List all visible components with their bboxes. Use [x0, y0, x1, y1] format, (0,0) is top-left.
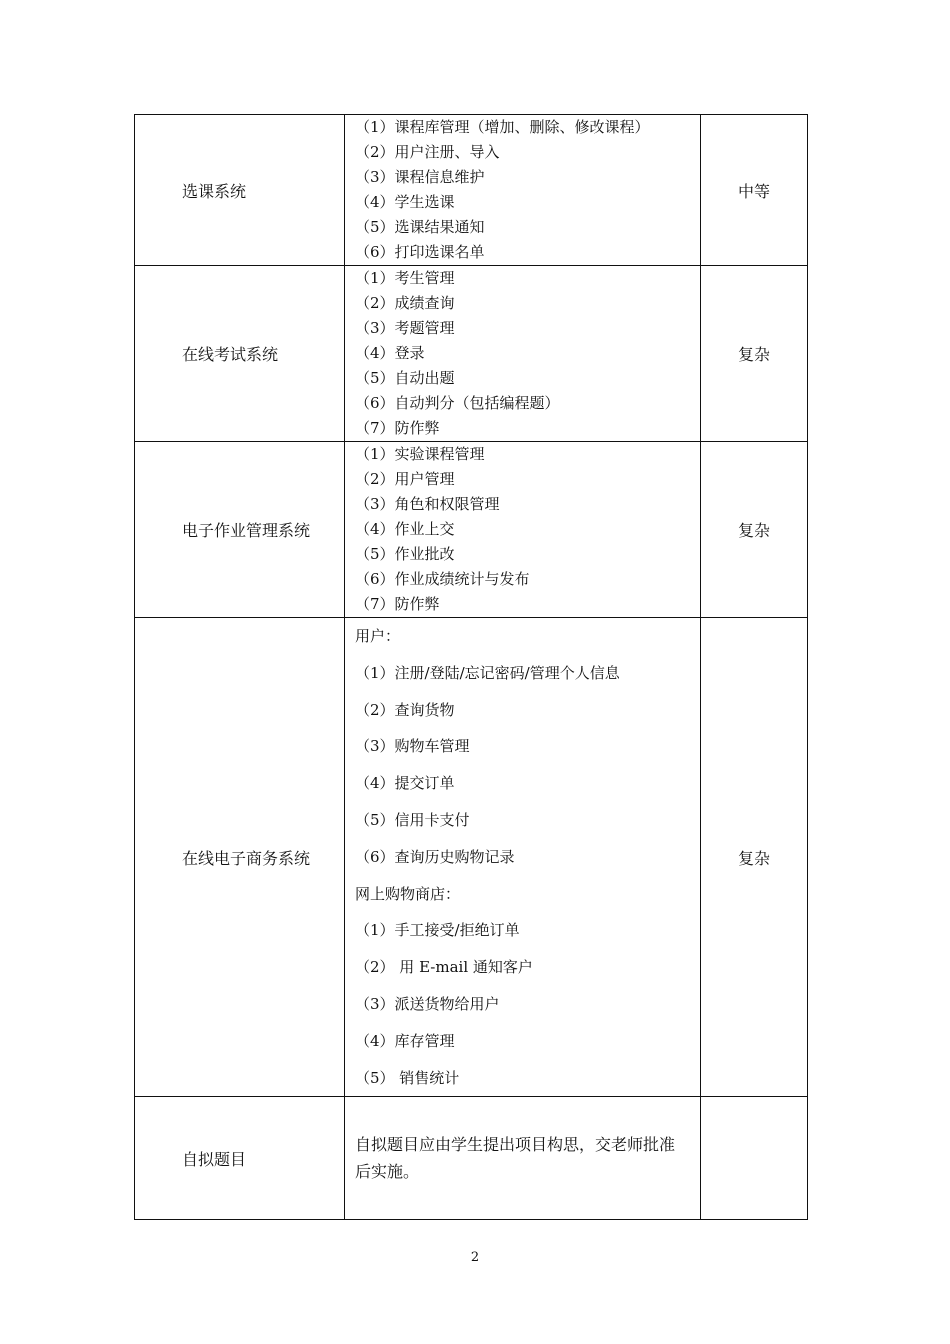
table-row: [135, 115, 808, 266]
list-item: （1）手工接受/拒绝订单: [355, 921, 520, 940]
list-item: （4）登录: [355, 344, 425, 362]
project-name: 在线考试系统: [135, 266, 345, 442]
list-item: （3）派送货物给用户: [355, 994, 500, 1013]
list-item: （2）成绩查询: [355, 294, 455, 312]
list-item: （6）作业成绩统计与发布: [355, 570, 530, 588]
list-item: （6）查询历史购物记录: [355, 847, 515, 866]
difficulty-level: 中等: [701, 115, 808, 266]
feature-list: [345, 115, 701, 266]
list-item: （6）打印选课名单: [355, 243, 485, 261]
feature-list: [345, 442, 701, 618]
list-item: （2）查询货物: [355, 700, 455, 719]
difficulty-level: 复杂: [701, 618, 808, 1097]
list-item: （1）实验课程管理: [355, 445, 485, 463]
project-name: 选课系统: [135, 115, 345, 266]
table-row: [135, 266, 808, 442]
list-item: （1）考生管理: [355, 269, 455, 287]
list-item: （1）注册/登陆/忘记密码/管理个人信息: [355, 663, 620, 682]
list-item: （4）提交订单: [355, 774, 455, 793]
list-item: （6）自动判分（包括编程题）: [355, 394, 560, 412]
page-number: 2: [470, 1250, 480, 1265]
list-item: （5）选课结果通知: [355, 218, 485, 236]
list-item: （4）库存管理: [355, 1031, 455, 1050]
list-item: （4）学生选课: [355, 193, 455, 211]
list-item: （4）作业上交: [355, 520, 455, 538]
difficulty-level: [701, 1097, 808, 1220]
feature-list: [345, 266, 701, 442]
list-item: （5）自动出题: [355, 369, 455, 387]
feature-list: [345, 618, 701, 1097]
list-item: （3）购物车管理: [355, 737, 470, 756]
table-row: [135, 1097, 808, 1220]
project-name: 在线电子商务系统: [135, 618, 345, 1097]
list-item: （2） 用 E-mail 通知客户: [355, 958, 533, 977]
list-item: （1）课程库管理（增加、删除、修改课程）: [355, 118, 650, 136]
list-item: （7）防作弊: [355, 595, 440, 613]
project-name: 电子作业管理系统: [135, 442, 345, 618]
difficulty-level: 复杂: [701, 442, 808, 618]
list-item: （2）用户注册、导入: [355, 143, 500, 161]
project-description: 自拟题目应由学生提出项目构思，交老师批准后实施。: [345, 1097, 701, 1220]
table-row: [135, 618, 808, 1097]
table-row: [135, 442, 808, 618]
project-name: 自拟题目: [135, 1097, 345, 1220]
list-item: （5） 销售统计: [355, 1068, 460, 1087]
list-item: （3）考题管理: [355, 319, 455, 337]
list-item: （2）用户管理: [355, 470, 455, 488]
list-item: （3）课程信息维护: [355, 168, 485, 186]
list-heading: 网上购物商店：: [355, 884, 461, 903]
project-table: [134, 114, 808, 1220]
list-heading: 用户：: [355, 627, 401, 645]
list-item: （3）角色和权限管理: [355, 495, 500, 513]
list-item: （5）作业批改: [355, 545, 455, 563]
list-item: （5）信用卡支付: [355, 810, 470, 829]
list-item: （7）防作弊: [355, 419, 440, 437]
difficulty-level: 复杂: [701, 266, 808, 442]
